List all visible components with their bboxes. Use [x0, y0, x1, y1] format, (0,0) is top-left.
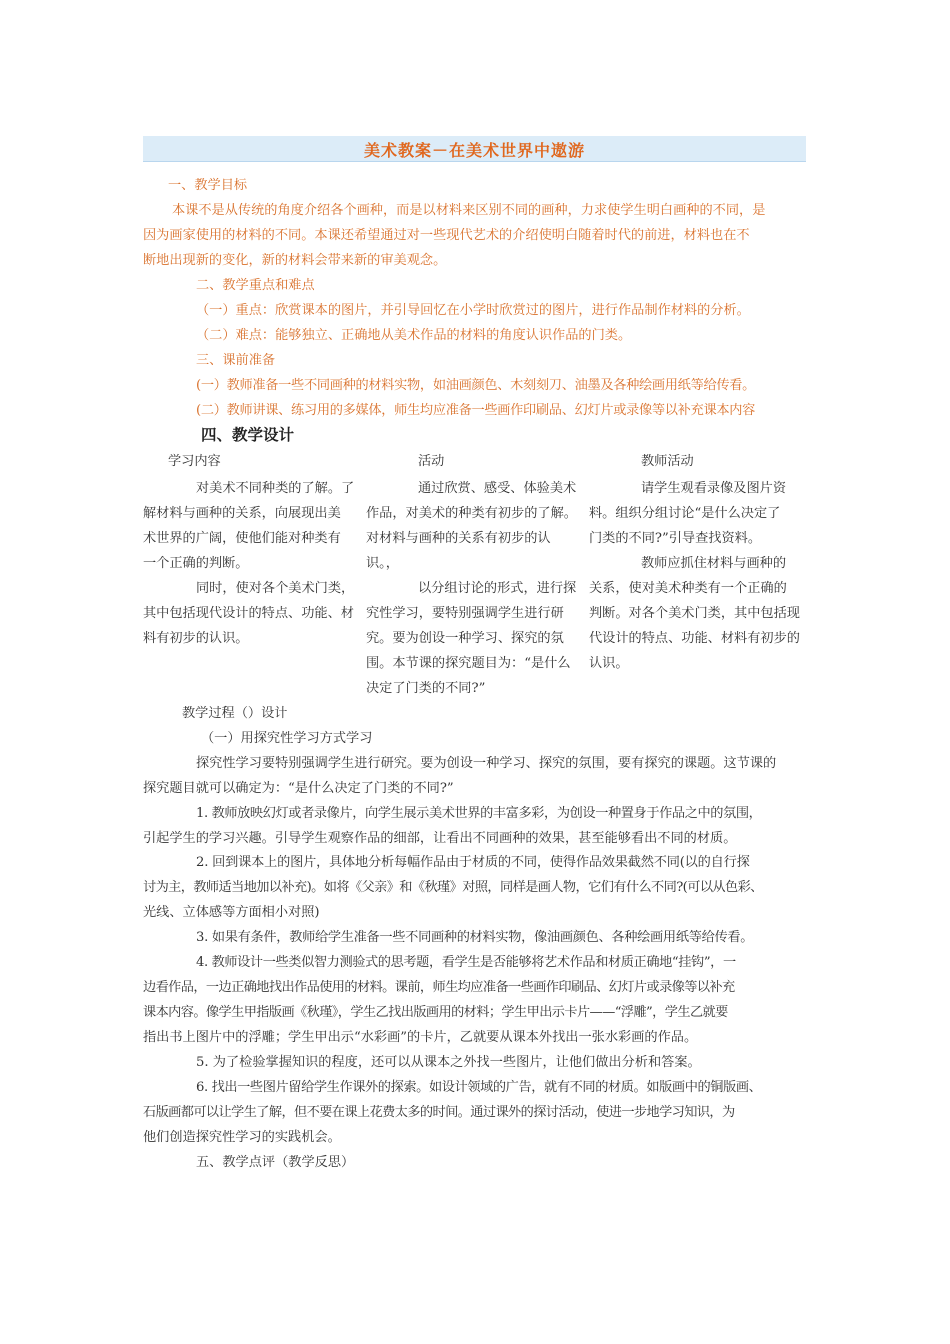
column-header-content: 学习内容 [168, 454, 221, 469]
section-heading-review: 五、教学点评（教学反思） [196, 1155, 355, 1170]
col3-line: 代设计的特点、功能、材料有初步的 [589, 631, 800, 646]
col2-line: 究性学习，要特别强调学生进行研 [366, 606, 564, 621]
process-item-4-cont: 指出书上图片中的浮雕；学生甲出示“水彩画”的卡片，乙就要从课本外找出一张水彩画的作品。 [143, 1030, 698, 1045]
process-item-6-cont: 他们创造探究性学习的实践机会。 [143, 1130, 341, 1145]
goals-line-1: 本课不是从传统的角度介绍各个画种，而是以材料来区别不同的画种，力求使学生明白画种的不同，是 [172, 203, 766, 218]
difficulty-text: （二）难点：能够独立、正确地从美术作品的材料的角度认识作品的门类。 [196, 328, 632, 343]
section-heading-design: 四、教学设计 [201, 426, 295, 444]
col2-line: 识。， [366, 556, 399, 571]
process-intro-line: 探究题目就可以确定为：“是什么决定了门类的不同?” [143, 781, 454, 796]
goals-line-3: 断地出现新的变化，新的材料会带来新的审美观念。 [143, 253, 447, 268]
preparation-item-2: (二）教师讲课、练习用的多媒体，师生均应准备一些画作印刷品、幻灯片或录像等以补充课本内容 [196, 403, 756, 418]
section-heading-key-points: 二、教学重点和难点 [196, 278, 315, 293]
col2-line: 作品，对美术的种类有初步的了解。 [366, 506, 577, 521]
col3-line: 认识。 [589, 656, 629, 671]
process-item-1-cont: 引起学生的学习兴趣。引导学生观察作品的细部，让看出不同画种的效果，甚至能够看出不同的材质。 [143, 831, 737, 846]
col2-line: 究。要为创设一种学习、探究的氛 [366, 631, 564, 646]
title-bar [143, 136, 806, 162]
process-intro-line: 探究性学习要特别强调学生进行研究。要为创设一种学习、探究的氛围，要有探究的课题。这节课的 [196, 756, 777, 771]
process-item-4-cont: 边看作品，一边正确地找出作品使用的材料。课前，师生均应准备一些画作印刷品、幻灯片或录像等以补充 [143, 980, 735, 995]
col2-line: 对材料与画种的关系有初步的认 [366, 531, 551, 546]
col2-line: 通过欣赏、感受、体验美术 [418, 481, 577, 496]
col1-line: 术世界的广阔，使他们能对种类有 [143, 531, 341, 546]
col3-line: 判断。对各个美术门类，其中包括现 [589, 606, 800, 621]
section-heading-preparation: 三、课前准备 [196, 353, 276, 368]
process-item-6: 6. 找出一些图片留给学生作课外的探索。如设计领域的广告，就有不同的材质。如版画中的铜版画、 [196, 1080, 762, 1095]
process-heading: 教学过程（）设计 [182, 706, 288, 721]
col1-line: 一个正确的判断。 [143, 556, 249, 571]
column-header-teacher-activity: 教师活动 [641, 454, 694, 469]
col1-line: 其中包括现代设计的特点、功能、材 [143, 606, 354, 621]
process-item-2-cont: 讨为主，教师适当地加以补充)。如将《父亲》和《秋瑾》对照，同样是画人物，它们有什么不同?(可以从色彩、 [143, 880, 763, 895]
process-item-5: 5. 为了检验掌握知识的程度，还可以从课本之外找一些图片，让他们做出分析和答案。 [196, 1055, 701, 1070]
col1-line: 对美术不同种类的了解。了 [196, 481, 355, 496]
process-item-4-cont: 课本内容。像学生甲指版画《秋瑾》，学生乙找出版画用的材料；学生甲出示卡片——“浮雕”，学生乙就要 [143, 1005, 728, 1020]
process-item-2: 2. 回到课本上的图片，具体地分析每幅作品由于材质的不同，使得作品效果截然不同(以的自行探 [196, 855, 750, 870]
page-title: 美术教案－在美术世界中遨游 [363, 141, 585, 160]
col3-line: 教师应抓住材料与画种的 [641, 556, 787, 571]
col3-line: 请学生观看录像及图片资 [641, 481, 787, 496]
process-item-6-cont: 石版画都可以让学生了解，但不要在课上花费太多的时间。通过课外的探讨活动，使进一步地学习知识，为 [143, 1105, 735, 1120]
process-subheading: （一）用探究性学习方式学习 [201, 731, 373, 746]
col1-line: 料有初步的认识。 [143, 631, 249, 646]
col3-line: 门类的不同?”引导查找资料。 [589, 531, 762, 546]
column-header-activity: 活动 [418, 454, 445, 469]
process-item-1: 1. 教师放映幻灯或者录像片，向学生展示美术世界的丰富多彩，为创设一种置身于作品之中的氛围， [196, 806, 762, 821]
col3-line: 关系，使对美术种类有一个正确的 [589, 581, 787, 596]
col2-line: 决定了门类的不同?” [366, 681, 486, 696]
key-point-text: （一）重点：欣赏课本的图片，并引导回忆在小学时欣赏过的图片，进行作品制作材料的分析。 [196, 303, 750, 318]
col2-line: 围。本节课的探究题目为：“是什么 [366, 656, 571, 671]
col3-line: 料。组织分组讨论“是什么决定了 [589, 506, 781, 521]
col1-line: 同时，使对各个美术门类， [196, 581, 355, 596]
process-item-2-cont: 光线、立体感等方面相小对照) [143, 905, 320, 920]
preparation-item-1: (一）教师准备一些不同画种的材料实物，如油画颜色、木刻刻刀、油墨及各种绘画用纸等给传看。 [196, 378, 756, 393]
col2-line: 以分组讨论的形式，进行探 [418, 581, 577, 596]
section-heading-goals: 一、教学目标 [168, 178, 248, 193]
process-item-4: 4. 教师设计一些类似智力测验式的思考题，看学生是否能够将艺术作品和材质正确地“挂钩”，一 [196, 955, 736, 970]
goals-line-2: 因为画家使用的材料的不同。本课还希望通过对一些现代艺术的介绍使明白随着时代的前进，材料也在不 [143, 228, 750, 243]
process-item-3: 3. 如果有条件，教师给学生准备一些不同画种的材料实物，像油画颜色、各种绘画用纸等给传看。 [196, 930, 754, 945]
col1-line: 解材料与画种的关系，向展现出美 [143, 506, 341, 521]
